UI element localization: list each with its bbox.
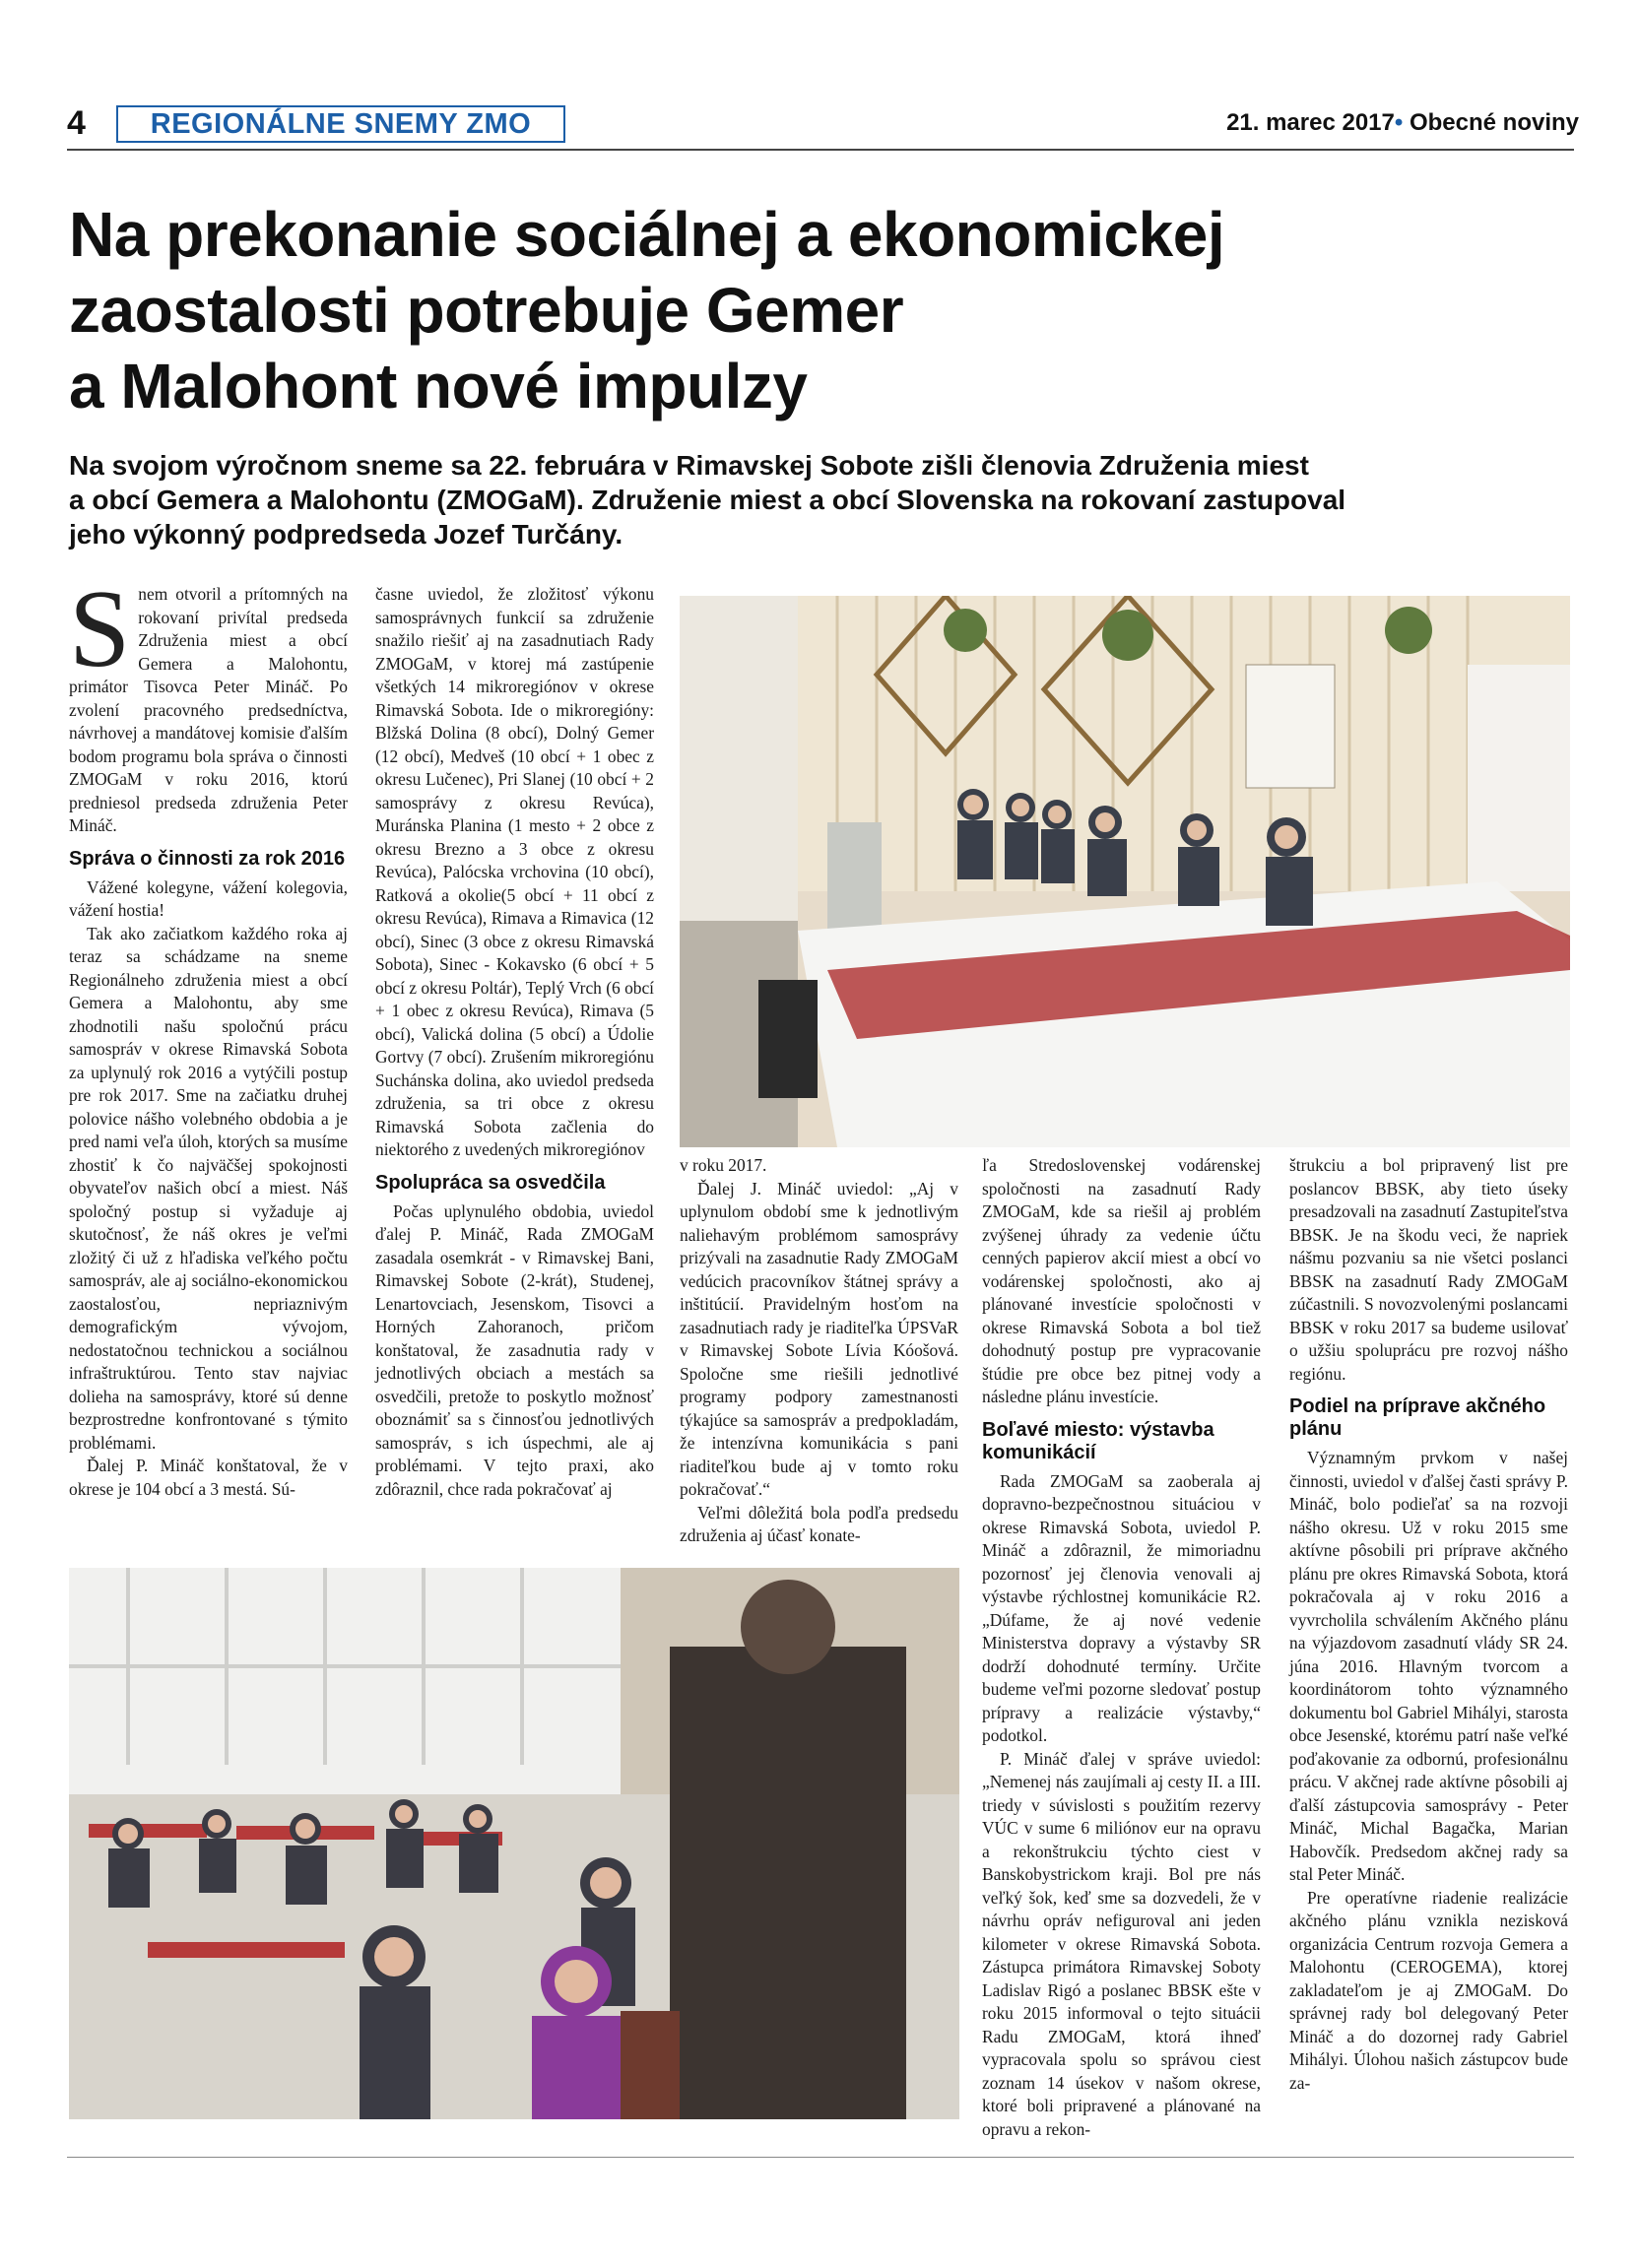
article-paragraph: Pre operatívne riadenie realizácie akčného plánu vznikla nezisková organizácia Centrum rozvoja Gemera a Malohontu (CEROGEMA), ktorej zakladateľom je aj ZMOGaM. Do správnej rady bol delegovaný Peter Mináč a do dozornej rady Gabriel Mihályi. Úlohou našich zástupcov bude za- [1289,1887,1568,2093]
article-headline [69,197,1576,424]
subheading-spolupraca: Spolupráca sa osvedčila [375,1171,606,1194]
text-column-5 [1289,1154,1568,2095]
footer-rule [67,2157,1574,2158]
header-rule [67,149,1574,151]
article-paragraph: Vážené kolegyne, vážení kolegovia, vážení hostia! [69,876,348,920]
article-paragraph: Snem otvoril a prítomných na rokovaní privítal predseda Združenia miest a obcí Gemera a Malohontu, primátor Tisovca Peter Mináč. Po zvolení pracovného predsedníctva, návrhovej a mandátovej komisie ďalším bodom programu bola správa o činnosti ZMOGaM v roku 2016, ktorú predniesol predseda združenia Peter Mináč. [69,568,348,835]
drop-cap: S [69,568,131,690]
subheading-sprava: Správa o činnosti za rok 2016 [69,847,346,870]
subheading-podiel: Podiel na príprave akčného plánu [1289,1395,1546,1440]
subheading-bolave-miesto: Boľavé miesto: výstavba komunikácií [982,1418,1214,1463]
text-column-1 [69,568,348,1501]
lead-line: a obcí Gemera a Malohontu (ZMOGaM). Združenie miest a obcí Slovenska na rokovaní zastupoval [69,485,1346,515]
issue-date: 21. marec 2017 [1226,109,1395,136]
article-paragraph: Tak ako začiatkom každého roka aj teraz sa schádzame na sneme Regionálneho združenia miest a obcí Gemera a Malohontu, aby sme zhodnotili našu spoločnú prácu samospráv v okrese Rimavská Sobota za uplynulý rok 2016 a vytýčili postup pre rok 2017. Sme na začiatku druhej polovice nášho volebného obdobia a je pred nami veľa úloh, ktorých sa musíme zhostiť k čo najväčšej spokojnosti obyvateľov našich obcí a miest. Náš spoločný postup si vyžaduje aj skutočnosť, že náš okres je veľmi zložitý či už z hľadiska veľkého počtu samospráv, ale aj sociálno-ekonomickou zaostalosťou, nepriaznivým demografickým vývojom, nedostatočnou technickou a sociálnou infraštruktúrou. Tento stav najviac dolieha na samosprávy, ktoré sú denne bezprostredne konfrontované s týmito problémami. [69,923,348,1453]
audience-photo [69,1568,959,2119]
article-paragraph: Významným prvkom v našej činnosti, uviedol v ďalšej časti správy P. Mináč, bolo podieľať sa na rozvoji nášho okresu. Už v roku 2015 sme aktívne pôsobili pri príprave akčného plánu pre okres Rimavská Sobota, ktorá pokračovala aj v roku 2016 a vyvrcholila schválením Akčného plánu na výjazdovom zasadnutí vlády SR 24. júna 2016. Hlavným tvorcom a koordinátorom tohto významného dokumentu bol Gabriel Mihályi, starosta obce Jesenské, ktorému patrí naše veľké poďakovanie za odbornú, profesionálnu prácu. V akčnej rade aktívne pôsobili aj ďalší zástupcovia samosprávy - Peter Mináč, Michal Bagačka, Marian Habovčík. Predsedom akčnej rady sa stal Peter Mináč. [1289,1448,1568,1884]
article-paragraph: ľa Stredoslovenskej vodárenskej spoločnosti na zasadnutí Rady ZMOGaM, kde sa riešil aj problém zvýšenej úhrady za vedenie účtu cenných papierov akcií miest a obcí vo vodárenskej spoločnosti, ako aj plánované investície spoločnosti v okrese Rimavská Sobota a bol tiež dohodnutý postup pre vypracovanie štúdie pre obce bez pitnej vody a následne plánu investície. [982,1155,1261,1406]
headline-line: Na prekonanie sociálnej a ekonomickej [69,199,1225,270]
presidium-table-photo [680,596,1570,1147]
headline-line: a Malohont nové impulzy [69,351,808,421]
text-column-4 [982,1154,1261,2141]
article-paragraph: Ďalej P. Mináč konštatoval, že v okrese je 104 obcí a 3 mestá. Sú- [69,1456,348,1499]
article-paragraph: P. Mináč ďalej v správe uviedol: „Nemenej nás zaujímali aj cesty II. a III. triedy v súvislosti s použitím rezervy VÚC v sume 6 miliónov eur na opravu a rekonštrukciu týchto ciest v Banskobystrickom kraji. Bol pre nás veľký šok, keď sme sa dozvedeli, že v návrhu opráv nefiguroval ani jeden kilometer v okrese Rimavská Sobota. Zástupca primátora Rimavskej Soboty Ladislav Rigó a poslanec BBSK ešte v roku 2015 informoval o tejto situácii Radu ZMOGaM, ktorá ihneď vypracovala spolu so správou ciest zoznam 14 úsekov v našom okrese, ktoré boli pripravené a plánované na opravu a rekon- [982,1748,1261,2139]
publication-name: Obecné noviny [1409,109,1579,136]
article-paragraph: časne uviedol, že zložitosť výkonu samosprávnych funkcií sa združenie snažilo riešiť aj na zasadnutiach Rady ZMOGaM, v ktorej má zastúpenie všetkých 14 mikroregiónov v okrese Rimavská Sobota. Ide o mikroregióny: Blžská Dolina (8 obcí), Dolný Gemer (12 obcí), Medveš (10 obcí + 1 obec z okresu Lučenec), Pri Slanej (10 obcí + 2 samosprávy z okresu Revúca), Muránska Planina (1 mesto + 2 obce z okresu Brezno a 3 obce z okresu Revúca), Palócska vrchovina (10 obcí), Ratková a okolie(5 obcí + 11 obcí z okresu Revúca), Rimava a Rimavica (12 obcí), Sinec (3 obce z okresu Rimavská Sobota), Sinec - Kokavsko (6 obcí + 5 obcí z okresu Poltár), Teplý Vrch (6 obcí + 1 obec z okresu Revúca), Rimava (5 obcí), Valická dolina (5 obcí) a Údolie Gortvy (7 obcí). Zrušením mikroregiónu Suchánska dolina, ako uviedol predseda združenia, sa tri obce z okresu Rimavská Sobota začlenia do niektorého z uvedených mikroregiónov [375,584,655,1159]
issue-info [1226,108,1579,138]
separator-dot: • [1394,109,1404,136]
text-column-2 [375,583,654,1501]
article-lead [69,448,1576,551]
page-number: 4 [67,104,86,142]
article-paragraph: štrukciu a bol pripravený list pre poslancov BBSK, aby tieto úseky presadzovali na zasadnutí Zastupiteľstva BBSK. Je na škodu veci, že napriek nášmu pozvaniu sa nie všetci poslanci BBSK na zasadnutí Rady ZMOGaM zúčastnili. S novozvolenými poslancami BBSK v roku 2017 sa budeme usilovať o užšiu spoluprácu pre rozvoj nášho regiónu. [1289,1155,1568,1384]
article-paragraph: Počas uplynulého obdobia, uviedol ďalej P. Mináč, Rada ZMOGaM zasadala osemkrát - v Rimavskej Bani, Rimavskej Sobote (2-krát), Studenej, Lenartovciach, Jesenskom, Tisovci a Horných Zahoranoch, pričom konštatoval, že zasadnutia rady v jednotlivých obciach a mestách sa osvedčili, pretože to poskytlo možnosť oboznámiť sa s činnosťou jednotlivých samospráv, s ich úspechmi, ale aj problémami. V tejto praxi, ako zdôraznil, chce rada pokračovať aj [375,1200,654,1499]
lead-line: Na svojom výročnom sneme sa 22. februára v Rimavskej Sobote zišli členovia Združenia miest [69,450,1309,481]
article-paragraph: v roku 2017. [680,1155,767,1175]
article-paragraph: Veľmi dôležitá bola podľa predsedu združenia aj účasť konate- [680,1502,958,1545]
headline-line: zaostalosti potrebuje Gemer [69,275,904,346]
article-paragraph: Ďalej J. Mináč uviedol: „Aj v uplynulom období sme k jednotlivým naliehavým problémom samosprávy prizývali na zasadnutie Rady ZMOGaM vedúcich pracovníkov štátnej správy a inštitúcií. Pravidelným hosťom na zasadnutiach rady je riaditeľka ÚPSVaR v Rimavskej Sobote Lívia Kóošová. Spoločne sme riešili jednotlivé programy podpory zamestnanosti týkajúce sa samospráv a predpokladám, že intenzívna komunikácia s pani riaditeľkou bude aj v tomto roku pokračovať.“ [680,1178,958,1499]
section-label: REGIONÁLNE SNEMY ZMO [116,105,565,143]
lead-line: jeho výkonný podpredseda Jozef Turčány. [69,519,623,550]
article-paragraph: Rada ZMOGaM sa zaoberala aj dopravno-bezpečnostnou situáciou v okrese Rimavská Sobota, uviedol P. Mináč a zdôraznil, že mimoriadnu pozornosť jej členovia venovali aj výstavbe rýchlostnej komunikácie R2. „Dúfame, že aj nové vedenie Ministerstva dopravy a výstavby SR dodrží dohodnuté termíny. Určite budeme veľmi pozorne sledovať postup prípravy a realizácie výstavby,“ podotkol. [982,1470,1261,1745]
text-column-3 [680,1154,958,1548]
